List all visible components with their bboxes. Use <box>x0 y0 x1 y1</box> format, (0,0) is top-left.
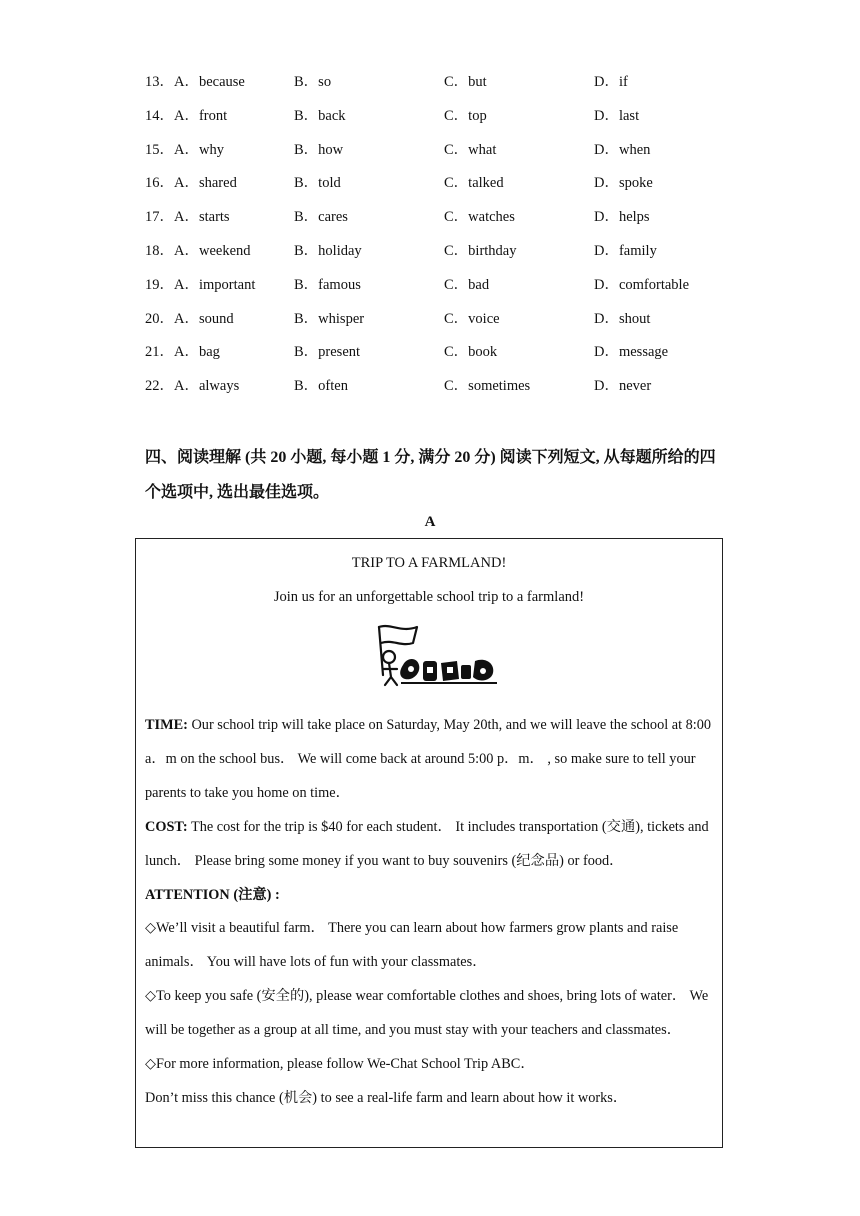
option-c: C．book <box>444 344 498 361</box>
option-row-16 <box>145 173 785 207</box>
option-d: D．family <box>594 242 657 259</box>
school-trip-logo-icon <box>373 621 505 689</box>
bullet-visit: ◇We’ll visit a beautiful farm． There you can learn about how farmers grow plants and raise animals． You will have lots of fun with your classmates． <box>145 920 679 971</box>
option-a: 21．A．bag <box>145 344 220 361</box>
time-label: TIME: <box>145 717 188 733</box>
option-row-13 <box>145 72 785 106</box>
option-d: D．if <box>594 74 628 90</box>
option-a: 14．A．front <box>145 107 228 124</box>
option-d: D．shout <box>594 310 651 327</box>
option-c: C．what <box>444 141 497 158</box>
section-heading: 四、阅读理解 (共 20 小题, 每小题 1 分, 满分 20 分) 阅读下列短文, 从每题所给的四个选项中, 选出最佳选项。 <box>145 449 716 501</box>
option-b: B．told <box>294 175 341 192</box>
option-d: D．spoke <box>594 175 653 192</box>
option-c: C．watches <box>444 209 515 226</box>
option-b: B．present <box>294 344 361 361</box>
option-b: B．often <box>294 378 348 395</box>
cloze-options <box>145 72 785 410</box>
option-b: B．famous <box>294 276 361 293</box>
option-a: 18．A．weekend <box>145 242 251 259</box>
option-d: D．when <box>594 141 651 158</box>
option-d: D．helps <box>594 209 650 226</box>
option-d: D．never <box>594 378 652 395</box>
time-text: Our school trip will take place on Saturday, May 20th, and we will leave the school at 8:00 a．m on the school bus． We will come back at around 5:00 p．m． , so make sure to tell your parents to take you home on time． <box>145 717 712 801</box>
option-row-17 <box>145 207 785 241</box>
option-row-18 <box>145 241 785 275</box>
passage-subtitle: Join us for an unforgettable school trip to a farmland! <box>273 589 585 605</box>
cost-paragraph <box>145 811 720 879</box>
option-b: B．cares <box>294 209 348 226</box>
option-a: 16．A．shared <box>145 175 237 192</box>
option-c: C．but <box>444 74 487 90</box>
option-b: B．holiday <box>294 242 362 259</box>
option-a: 19．A．important <box>145 276 256 293</box>
option-b: B．how <box>294 141 344 158</box>
cost-label: COST: <box>145 818 188 835</box>
option-a: 17．A．starts <box>145 209 230 226</box>
option-d: D．comfortable <box>594 276 690 293</box>
attention-label: ATTENTION (注意) : <box>145 886 280 903</box>
option-b: B．back <box>294 107 346 124</box>
option-b: B．so <box>294 74 332 90</box>
option-row-20 <box>145 309 785 343</box>
option-a: 15．A．why <box>145 141 224 158</box>
closing-line: Don’t miss this chance (机会) to see a real-life farm and learn about how it works． <box>145 1089 628 1106</box>
option-row-21 <box>145 342 785 376</box>
option-row-14 <box>145 106 785 140</box>
option-c: C．sometimes <box>444 378 531 395</box>
bullet-safety: ◇To keep you safe (安全的), please wear comfortable clothes and shoes, bring lots of water． We will be together as a group at all time, and you must stay with your teachers and classmates． <box>145 988 709 1039</box>
option-c: C．birthday <box>444 242 517 259</box>
option-row-19 <box>145 275 785 309</box>
option-row-15 <box>145 140 785 174</box>
option-c: C．talked <box>444 175 504 192</box>
option-a: 13．A．because <box>145 74 245 90</box>
option-d: D．message <box>594 344 669 361</box>
cost-text: The cost for the trip is $40 for each student． It includes transportation (交通), tickets and lunch． Please bring some money if you want to buy souvenirs (纪念品) or food． <box>145 818 709 869</box>
option-c: C．top <box>444 107 487 124</box>
option-d: D．last <box>594 107 640 124</box>
option-a: 20．A．sound <box>145 310 234 327</box>
passage-body <box>145 709 720 1116</box>
time-paragraph <box>145 709 720 811</box>
option-b: B．whisper <box>294 310 365 327</box>
option-c: C．voice <box>444 310 500 327</box>
option-a: 22．A．always <box>145 378 240 395</box>
passage-title: TRIP TO A FARMLAND! <box>351 555 507 571</box>
option-c: C．bad <box>444 276 490 293</box>
bullet-info: ◇For more information, please follow We-Chat School Trip ABC． <box>145 1056 535 1073</box>
option-row-22 <box>145 376 785 410</box>
passage-letter: A <box>424 514 436 530</box>
passage-box <box>135 538 723 1148</box>
